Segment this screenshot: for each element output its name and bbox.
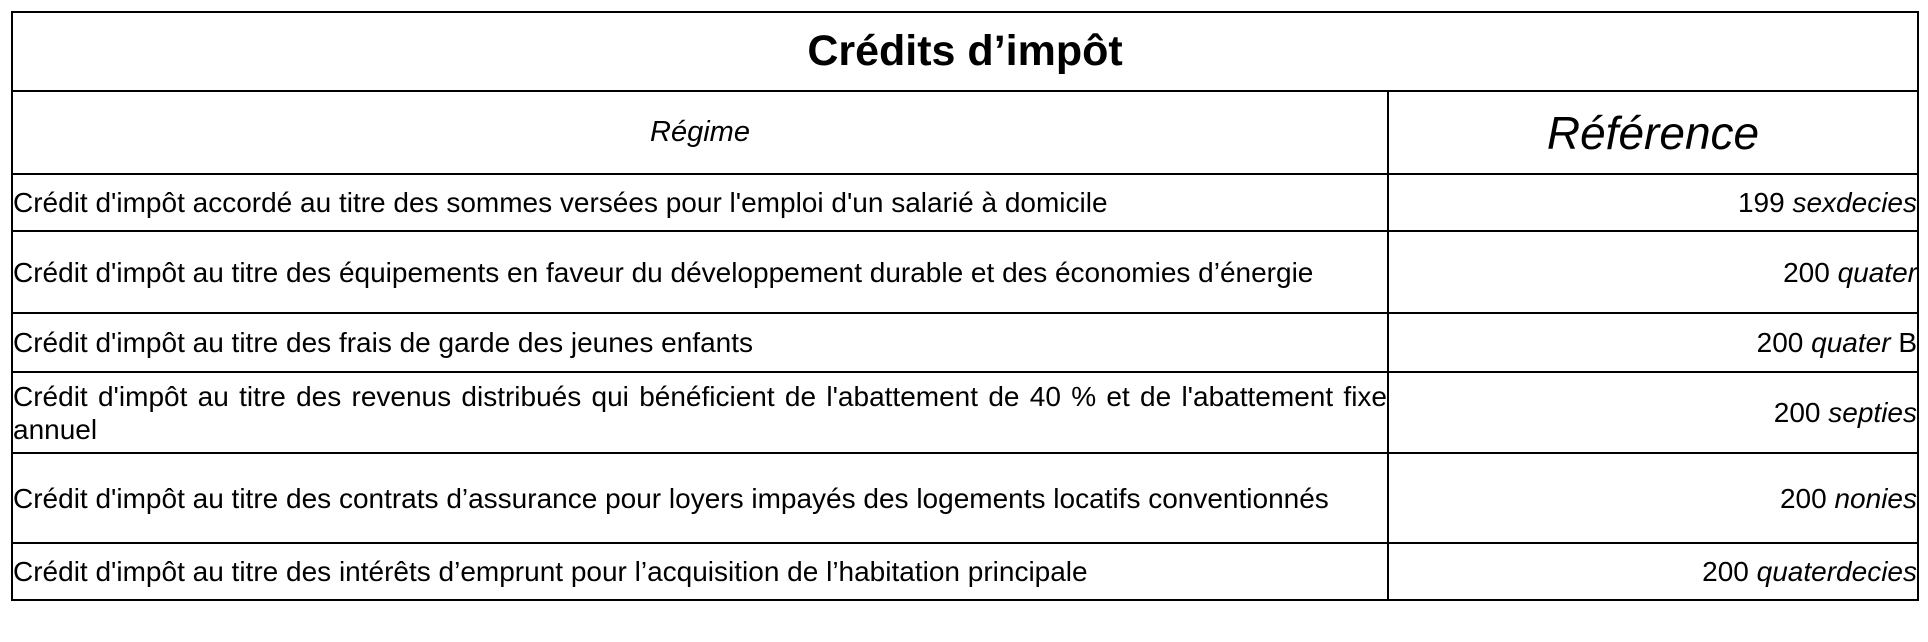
column-header-regime: Régime <box>12 91 1388 174</box>
table-title-row <box>12 12 1918 91</box>
reference-cell <box>1388 231 1918 313</box>
reference-cell <box>1388 453 1918 543</box>
reference-number: 200 <box>1702 556 1749 587</box>
column-header-reference: Référence <box>1388 91 1918 174</box>
table-row <box>12 372 1918 453</box>
reference-cell <box>1388 174 1918 231</box>
table-title: Crédits d’impôt <box>12 12 1918 91</box>
table-row <box>12 313 1918 372</box>
reference-extra: B <box>1898 327 1917 358</box>
reference-number: 200 <box>1756 327 1804 358</box>
reference-suffix: quater <box>1837 256 1917 288</box>
regime-cell: Crédit d'impôt au titre des frais de garde des jeunes enfants <box>12 313 1388 372</box>
reference-suffix: sexdecies <box>1792 187 1917 218</box>
regime-cell: Crédit d'impôt au titre des contrats d’assurance pour loyers impayés des logements locatifs conventionnés <box>12 453 1388 543</box>
reference-cell <box>1388 372 1918 453</box>
table-row <box>12 174 1918 231</box>
reference-suffix: quaterdecies <box>1756 556 1917 587</box>
reference-number: 200 <box>1783 256 1830 288</box>
reference-suffix: nonies <box>1834 482 1917 514</box>
reference-cell <box>1388 543 1918 600</box>
reference-suffix: septies <box>1828 397 1917 428</box>
reference-suffix: quater <box>1811 327 1891 358</box>
reference-cell <box>1388 313 1918 372</box>
reference-number: 200 <box>1773 397 1821 428</box>
regime-cell: Crédit d'impôt au titre des équipements en faveur du développement durable et des économies d’énergie <box>12 231 1388 313</box>
regime-cell: Crédit d'impôt accordé au titre des sommes versées pour l'emploi d'un salarié à domicile <box>12 174 1388 231</box>
credits-table <box>11 11 1919 601</box>
table-header-row <box>12 91 1918 174</box>
regime-cell: Crédit d'impôt au titre des revenus distribués qui bénéficient de l'abattement de 40 % et de l'abattement fixe annuel <box>12 372 1388 453</box>
table-row <box>12 543 1918 600</box>
table-row <box>12 231 1918 313</box>
regime-cell: Crédit d'impôt au titre des intérêts d’emprunt pour l’acquisition de l’habitation principale <box>12 543 1388 600</box>
table-row <box>12 453 1918 543</box>
reference-number: 200 <box>1779 482 1827 514</box>
reference-number: 199 <box>1737 187 1785 218</box>
